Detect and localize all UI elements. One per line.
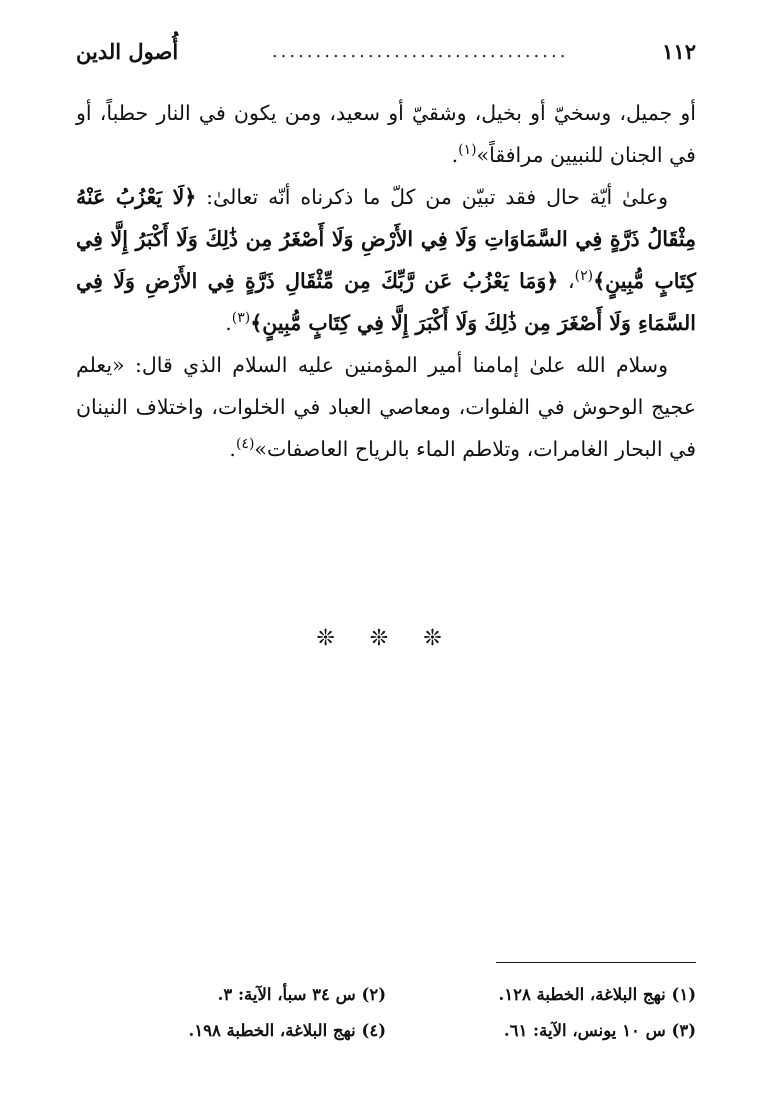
paragraph-text: وسلام الله علىٰ إمامنا أمير المؤمنين عليه السلام الذي قال: «يعلم عجيج الوحوش في الفلوات، ومعاصي العباد في الخلوات، واختلاف النينان في البحار الغامرات، وتلاطم الماء بالرياح العاصفات» bbox=[76, 353, 696, 461]
footnote-4: (٤) نهج البلاغة، الخطبة ١٩٨. bbox=[188, 1021, 386, 1040]
running-title: أُصول الدين bbox=[76, 38, 179, 64]
page-number: ١١٢ bbox=[662, 38, 696, 64]
paragraph-text: وعلىٰ أيّة حال فقد تبيّن من كلّ ما ذكرناه أنّه تعالىٰ: bbox=[196, 185, 669, 209]
punctuation: ، bbox=[558, 269, 575, 293]
header-leader-dots: .................................. bbox=[271, 40, 569, 62]
footnote-1: (١) نهج البلاغة، الخطبة ١٢٨. bbox=[498, 985, 696, 1004]
page-header bbox=[76, 34, 696, 68]
paragraph-2 bbox=[76, 176, 696, 344]
footnote-ref-1: (١) bbox=[458, 142, 477, 159]
paragraph-text: أو جميل، وسخيّ أو بخيل، وشقيّ أو سعيد، ومن يكون في النار حطباً، أو في الجنان للنبيين مرافقاً» bbox=[76, 101, 696, 167]
section-separator: ❊ ❊ ❊ bbox=[316, 626, 456, 651]
footnote-ref-4: (٤) bbox=[235, 436, 255, 453]
footnote-2: (٢) س ٣٤ سبأ، الآية: ٣. bbox=[217, 985, 386, 1004]
paragraph-1 bbox=[76, 92, 696, 176]
footnote-ref-2: (٢) bbox=[574, 268, 594, 285]
paragraph-3 bbox=[76, 344, 696, 470]
quran-verse-1: ﴿لَا يَعْزُبُ عَنْهُ مِثْقَالُ ذَرَّةٍ فِي السَّمَاوَاتِ وَلَا فِي الأَرْضِ وَلَا أَصْغَرُ مِن ذَٰلِكَ وَلَا أَكْبَرُ إِلَّا فِي كِتَابٍ مُّبِينٍ﴾ bbox=[76, 185, 696, 293]
footnote-rule bbox=[496, 962, 696, 963]
punctuation: . bbox=[229, 437, 236, 461]
footnotes bbox=[76, 982, 696, 1044]
footnote-ref-3: (٣) bbox=[231, 310, 251, 327]
footnote-3: (٣) س ١٠ يونس، الآية: ٦١. bbox=[503, 1021, 696, 1040]
body-text bbox=[76, 92, 696, 470]
book-page bbox=[76, 34, 696, 1064]
punctuation: . bbox=[225, 311, 232, 335]
quran-verse-2: ﴿وَمَا يَعْزُبُ عَن رَّبِّكَ مِن مِّثْقَالِ ذَرَّةٍ فِي الأَرْضِ وَلَا فِي السَّمَاءِ وَلَا أَصْغَرَ مِن ذَٰلِكَ وَلَا أَكْبَرَ إِلَّا فِي كِتَابٍ مُّبِينٍ﴾ bbox=[76, 269, 696, 335]
punctuation: . bbox=[451, 143, 459, 167]
